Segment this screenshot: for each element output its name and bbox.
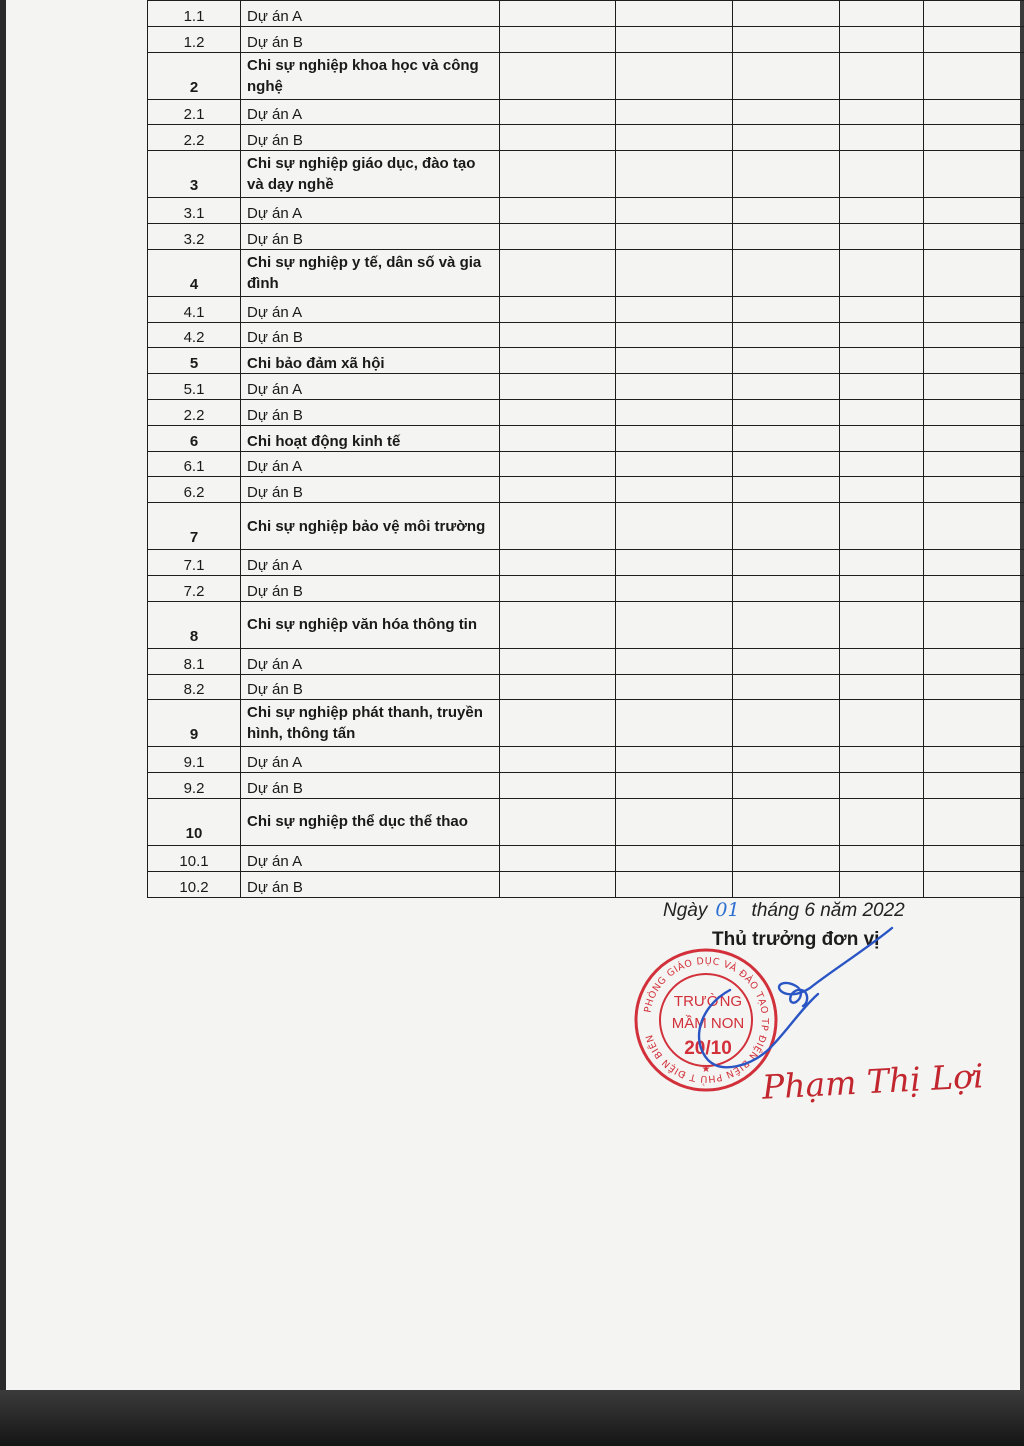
row-name: Dự án A [241, 1, 500, 27]
empty-cell [616, 845, 733, 871]
stamp-line-1: TRƯỜNG [673, 993, 743, 1010]
date-prefix: Ngày [663, 900, 708, 921]
empty-cell [924, 198, 1024, 224]
empty-cell [616, 503, 733, 550]
table-body [148, 1, 1024, 898]
row-name: Dự án B [241, 223, 500, 249]
empty-cell [840, 223, 924, 249]
table-row [148, 52, 1024, 99]
empty-cell [500, 773, 616, 799]
empty-cell [616, 348, 733, 374]
row-number: 4.2 [148, 322, 241, 348]
empty-cell [500, 503, 616, 550]
row-name: Dự án A [241, 648, 500, 674]
table-row [148, 674, 1024, 700]
empty-cell [924, 477, 1024, 503]
empty-cell [616, 747, 733, 773]
empty-cell [616, 575, 733, 601]
empty-cell [840, 52, 924, 99]
empty-cell [616, 871, 733, 897]
empty-cell [500, 700, 616, 747]
empty-cell [616, 99, 733, 125]
table-row [148, 773, 1024, 799]
empty-cell [616, 374, 733, 400]
row-number: 6.2 [148, 477, 241, 503]
empty-cell [924, 26, 1024, 52]
empty-cell [924, 798, 1024, 845]
empty-cell [616, 700, 733, 747]
empty-cell [733, 747, 840, 773]
row-name: Chi sự nghiệp khoa học và công nghệ [241, 52, 500, 99]
empty-cell [616, 1, 733, 27]
empty-cell [616, 674, 733, 700]
empty-cell [500, 451, 616, 477]
table-row [148, 374, 1024, 400]
row-name: Chi sự nghiệp văn hóa thông tin [241, 601, 500, 648]
empty-cell [733, 503, 840, 550]
empty-cell [924, 296, 1024, 322]
table-row [148, 249, 1024, 296]
date-day-handwritten: 01 [715, 899, 740, 921]
empty-cell [733, 1, 840, 27]
row-name: Dự án B [241, 477, 500, 503]
row-name: Dự án B [241, 773, 500, 799]
scan-edge-left [0, 0, 6, 1446]
empty-cell [500, 674, 616, 700]
row-name: Chi sự nghiệp y tế, dân số và gia đình [241, 249, 500, 296]
row-number: 7 [148, 503, 241, 550]
empty-cell [924, 773, 1024, 799]
empty-cell [840, 503, 924, 550]
empty-cell [500, 399, 616, 425]
row-name: Chi bảo đảm xã hội [241, 348, 500, 374]
empty-cell [733, 26, 840, 52]
empty-cell [733, 296, 840, 322]
table-row [148, 648, 1024, 674]
empty-cell [924, 845, 1024, 871]
row-name: Chi sự nghiệp thể dục thể thao [241, 798, 500, 845]
table-row [148, 871, 1024, 897]
empty-cell [924, 700, 1024, 747]
empty-cell [840, 451, 924, 477]
empty-cell [924, 575, 1024, 601]
empty-cell [500, 477, 616, 503]
empty-cell [840, 374, 924, 400]
row-name: Dự án A [241, 845, 500, 871]
empty-cell [616, 477, 733, 503]
empty-cell [733, 601, 840, 648]
row-name: Dự án B [241, 322, 500, 348]
empty-cell [616, 798, 733, 845]
row-number: 4.1 [148, 296, 241, 322]
school-stamp-seal [632, 946, 780, 1094]
empty-cell [924, 1, 1024, 27]
empty-cell [616, 249, 733, 296]
empty-cell [840, 125, 924, 151]
table-row [148, 151, 1024, 198]
empty-cell [733, 550, 840, 576]
empty-cell [840, 845, 924, 871]
empty-cell [840, 747, 924, 773]
empty-cell [733, 99, 840, 125]
row-number: 7.1 [148, 550, 241, 576]
row-number: 1.1 [148, 1, 241, 27]
empty-cell [616, 648, 733, 674]
empty-cell [733, 198, 840, 224]
row-number: 3 [148, 151, 241, 198]
empty-cell [733, 674, 840, 700]
empty-cell [733, 845, 840, 871]
empty-cell [616, 223, 733, 249]
empty-cell [500, 798, 616, 845]
empty-cell [840, 425, 924, 451]
empty-cell [733, 871, 840, 897]
empty-cell [500, 747, 616, 773]
empty-cell [840, 648, 924, 674]
empty-cell [840, 575, 924, 601]
empty-cell [924, 99, 1024, 125]
row-number: 7.2 [148, 575, 241, 601]
table-row [148, 747, 1024, 773]
empty-cell [616, 198, 733, 224]
empty-cell [616, 773, 733, 799]
table-row [148, 601, 1024, 648]
stamp-ring-text: PHÒNG GIÁO DỤC VÀ ĐÀO TẠO TP ĐIỆN BIÊN PHỦ T ĐIỆN BIÊN [642, 955, 771, 1085]
empty-cell [733, 451, 840, 477]
stamp-line-3: 20/10 [684, 1038, 732, 1059]
budget-table [147, 0, 1024, 898]
empty-cell [840, 871, 924, 897]
empty-cell [840, 99, 924, 125]
table-row [148, 1, 1024, 27]
table-row [148, 99, 1024, 125]
empty-cell [733, 374, 840, 400]
empty-cell [733, 125, 840, 151]
empty-cell [840, 674, 924, 700]
row-number: 8 [148, 601, 241, 648]
row-name: Dự án B [241, 575, 500, 601]
empty-cell [616, 550, 733, 576]
row-name: Dự án A [241, 747, 500, 773]
empty-cell [840, 1, 924, 27]
empty-cell [733, 322, 840, 348]
empty-cell [616, 26, 733, 52]
row-name: Dự án A [241, 198, 500, 224]
row-number: 2.2 [148, 125, 241, 151]
empty-cell [500, 425, 616, 451]
empty-cell [500, 52, 616, 99]
empty-cell [733, 399, 840, 425]
empty-cell [500, 125, 616, 151]
row-number: 9 [148, 700, 241, 747]
empty-cell [840, 296, 924, 322]
empty-cell [500, 99, 616, 125]
row-name: Dự án A [241, 99, 500, 125]
row-name: Dự án B [241, 674, 500, 700]
row-number: 2 [148, 52, 241, 99]
row-number: 10.1 [148, 845, 241, 871]
row-number: 2.1 [148, 99, 241, 125]
empty-cell [924, 601, 1024, 648]
empty-cell [500, 322, 616, 348]
stamp-inner-ring [660, 974, 752, 1066]
empty-cell [840, 26, 924, 52]
empty-cell [733, 700, 840, 747]
empty-cell [733, 798, 840, 845]
table-row [148, 125, 1024, 151]
empty-cell [616, 601, 733, 648]
row-name: Chi sự nghiệp phát thanh, truyền hình, thông tấn [241, 700, 500, 747]
row-number: 6 [148, 425, 241, 451]
empty-cell [733, 575, 840, 601]
empty-cell [840, 700, 924, 747]
row-number: 9.2 [148, 773, 241, 799]
table-row [148, 575, 1024, 601]
table-row [148, 296, 1024, 322]
empty-cell [924, 871, 1024, 897]
empty-cell [924, 223, 1024, 249]
row-name: Chi sự nghiệp giáo dục, đào tạo và dạy nghề [241, 151, 500, 198]
scan-bottom-edge [0, 1390, 1024, 1446]
empty-cell [924, 125, 1024, 151]
row-number: 6.1 [148, 451, 241, 477]
row-name: Chi sự nghiệp bảo vệ môi trường [241, 503, 500, 550]
row-number: 4 [148, 249, 241, 296]
table-row [148, 322, 1024, 348]
empty-cell [500, 348, 616, 374]
signature-flourish [779, 928, 892, 1006]
empty-cell [500, 198, 616, 224]
table-row [148, 845, 1024, 871]
empty-cell [500, 249, 616, 296]
table-row [148, 348, 1024, 374]
row-number: 5.1 [148, 374, 241, 400]
empty-cell [924, 249, 1024, 296]
empty-cell [733, 648, 840, 674]
table-row [148, 425, 1024, 451]
row-name: Dự án B [241, 26, 500, 52]
row-number: 1.2 [148, 26, 241, 52]
empty-cell [924, 374, 1024, 400]
empty-cell [500, 845, 616, 871]
row-name: Dự án A [241, 451, 500, 477]
row-number: 9.1 [148, 747, 241, 773]
empty-cell [500, 871, 616, 897]
empty-cell [500, 1, 616, 27]
empty-cell [733, 151, 840, 198]
empty-cell [733, 773, 840, 799]
empty-cell [840, 322, 924, 348]
signature-loop [699, 990, 818, 1067]
table-row [148, 503, 1024, 550]
empty-cell [616, 151, 733, 198]
stamp-star-icon: ★ [701, 1064, 711, 1075]
table-row [148, 26, 1024, 52]
signer-name-handwritten: Phạm Thị Lợi [761, 1056, 985, 1107]
row-number: 10.2 [148, 871, 241, 897]
row-name: Dự án B [241, 399, 500, 425]
date-month-year: tháng 6 năm 2022 [751, 900, 905, 921]
empty-cell [924, 425, 1024, 451]
empty-cell [616, 125, 733, 151]
empty-cell [840, 198, 924, 224]
empty-cell [924, 151, 1024, 198]
signer-title: Thủ trưởng đơn vị [712, 929, 880, 950]
date-line [663, 899, 905, 922]
empty-cell [924, 52, 1024, 99]
empty-cell [733, 425, 840, 451]
empty-cell [924, 674, 1024, 700]
empty-cell [733, 477, 840, 503]
empty-cell [840, 399, 924, 425]
empty-cell [500, 550, 616, 576]
empty-cell [500, 296, 616, 322]
empty-cell [616, 425, 733, 451]
empty-cell [840, 151, 924, 198]
row-number: 8.2 [148, 674, 241, 700]
table-row [148, 223, 1024, 249]
empty-cell [924, 550, 1024, 576]
empty-cell [733, 249, 840, 296]
empty-cell [733, 348, 840, 374]
empty-cell [924, 503, 1024, 550]
stamp-line-2: MẦM NON [671, 1015, 745, 1032]
empty-cell [924, 648, 1024, 674]
row-number: 3.2 [148, 223, 241, 249]
row-number: 10 [148, 798, 241, 845]
empty-cell [924, 322, 1024, 348]
empty-cell [924, 451, 1024, 477]
empty-cell [840, 601, 924, 648]
empty-cell [840, 798, 924, 845]
empty-cell [616, 451, 733, 477]
empty-cell [733, 223, 840, 249]
empty-cell [840, 550, 924, 576]
empty-cell [840, 773, 924, 799]
table-row [148, 798, 1024, 845]
empty-cell [840, 249, 924, 296]
table-row [148, 700, 1024, 747]
table-row [148, 198, 1024, 224]
empty-cell [616, 296, 733, 322]
empty-cell [616, 322, 733, 348]
empty-cell [500, 26, 616, 52]
empty-cell [924, 747, 1024, 773]
empty-cell [500, 374, 616, 400]
table-row [148, 477, 1024, 503]
empty-cell [733, 52, 840, 99]
table-row [148, 550, 1024, 576]
row-name: Dự án B [241, 871, 500, 897]
empty-cell [500, 648, 616, 674]
row-number: 3.1 [148, 198, 241, 224]
empty-cell [616, 52, 733, 99]
empty-cell [500, 601, 616, 648]
row-name: Chi hoạt động kinh tế [241, 425, 500, 451]
handwritten-signature [660, 910, 950, 1080]
table-row [148, 399, 1024, 425]
stamp-outer-ring [636, 950, 776, 1090]
table-row [148, 451, 1024, 477]
empty-cell [840, 348, 924, 374]
row-number: 5 [148, 348, 241, 374]
row-number: 8.1 [148, 648, 241, 674]
row-name: Dự án A [241, 550, 500, 576]
row-name: Dự án A [241, 374, 500, 400]
empty-cell [500, 151, 616, 198]
row-name: Dự án A [241, 296, 500, 322]
empty-cell [840, 477, 924, 503]
empty-cell [500, 575, 616, 601]
row-number: 2.2 [148, 399, 241, 425]
empty-cell [500, 223, 616, 249]
empty-cell [616, 399, 733, 425]
empty-cell [924, 399, 1024, 425]
empty-cell [924, 348, 1024, 374]
row-name: Dự án B [241, 125, 500, 151]
